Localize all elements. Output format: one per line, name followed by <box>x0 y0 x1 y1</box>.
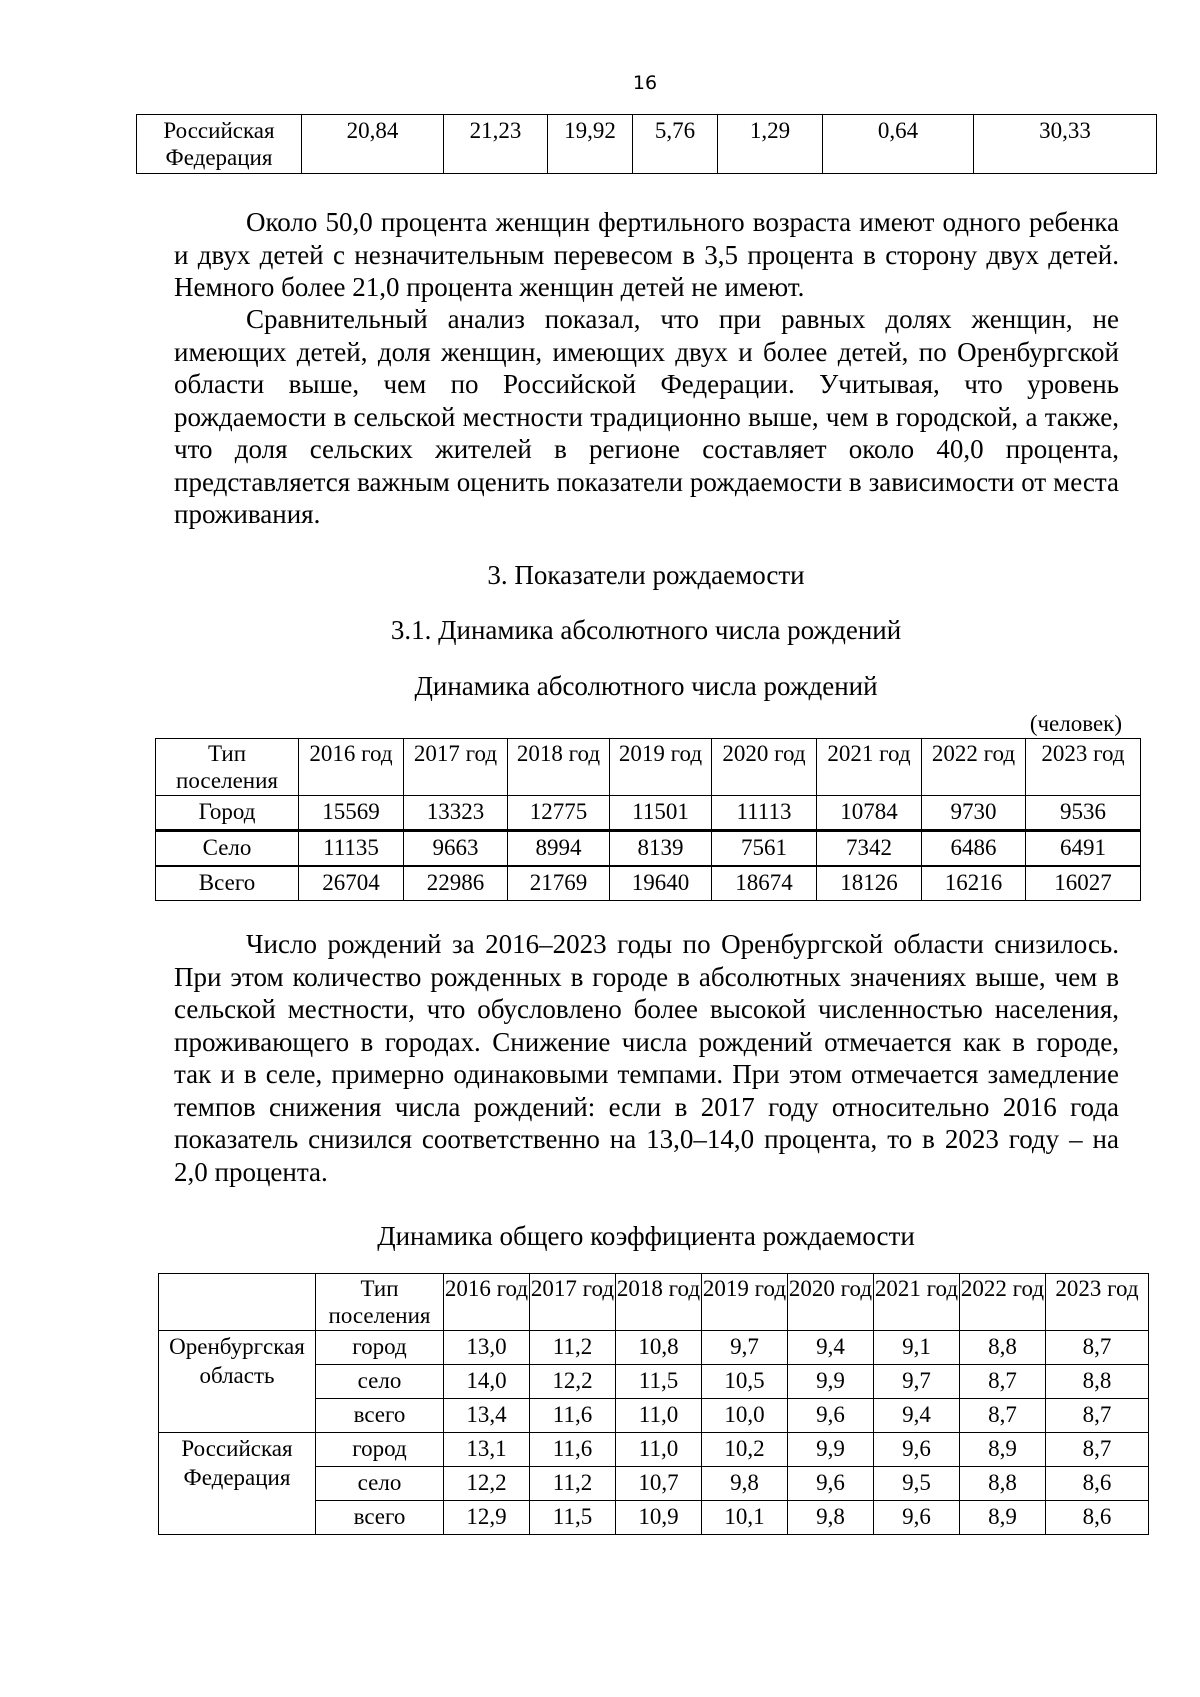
value-cell: 10784 <box>817 796 922 831</box>
header-cell: 2023 год <box>1026 739 1141 796</box>
table-row <box>159 1331 1149 1365</box>
value-cell: 9,9 <box>788 1433 874 1467</box>
value-cell: 11,6 <box>530 1399 616 1433</box>
value-cell: 13,1 <box>444 1433 530 1467</box>
value-cell: 8,9 <box>960 1501 1046 1535</box>
value-cell: 11,5 <box>530 1501 616 1535</box>
birth-rate-table <box>158 1273 1149 1535</box>
value-cell: 10,7 <box>616 1467 702 1501</box>
value-cell: 10,1 <box>702 1501 788 1535</box>
header-cell: 2020 год <box>788 1274 874 1331</box>
value-cell: 8,8 <box>960 1467 1046 1501</box>
value-cell: 11,2 <box>530 1331 616 1365</box>
value-cell: 9,6 <box>788 1399 874 1433</box>
header-cell: 2017 год <box>530 1274 616 1331</box>
value-cell: 13,4 <box>444 1399 530 1433</box>
row-label: Село <box>156 831 299 867</box>
value-cell: 9,7 <box>702 1331 788 1365</box>
value-cell: 11113 <box>712 796 817 831</box>
table1-title: Динамика абсолютного числа рождений <box>414 671 878 701</box>
value-cell: 10,8 <box>616 1331 702 1365</box>
value-cell: 8,8 <box>960 1331 1046 1365</box>
header-cell: 2016 год <box>444 1274 530 1331</box>
value-cell: 13323 <box>404 796 508 831</box>
type-cell: город <box>316 1331 444 1365</box>
value-cell: 8,7 <box>960 1365 1046 1399</box>
table2-title: Динамика общего коэффициента рождаемости <box>377 1221 915 1251</box>
value-cell: 8,7 <box>960 1399 1046 1433</box>
value-cell: 15569 <box>299 796 404 831</box>
value-cell: 7561 <box>712 831 817 867</box>
value-cell: 8,6 <box>1046 1467 1149 1501</box>
value-cell: 11501 <box>610 796 712 831</box>
value-cell: 11,2 <box>530 1467 616 1501</box>
value-cell: 9663 <box>404 831 508 867</box>
paragraph-2: Сравнительный анализ показал, что при равных долях женщин, не имеющих детей, доля женщин, имеющих двух и более детей, по Оренбургской области выше, чем по Российской Федерации. Учитывая, что уровень рождаемости в сельской местности традиционно выше, чем в городской, а также, что доля сельских жителей в регионе составляет около 40,0 процента, представляется важным оценить показатели рождаемости в зависимости от места проживания. <box>174 304 1119 529</box>
row-label: Город <box>156 796 299 831</box>
table-header-row <box>159 1274 1149 1331</box>
header-cell: Тип поселения <box>156 739 299 796</box>
value-cell: 30,33 <box>974 115 1157 174</box>
header-cell: 2019 год <box>702 1274 788 1331</box>
value-cell: 1,29 <box>718 115 823 174</box>
region-cell: Оренбургская область <box>159 1331 316 1433</box>
value-cell: 13,0 <box>444 1331 530 1365</box>
value-cell: 9730 <box>922 796 1026 831</box>
value-cell: 21769 <box>508 866 610 901</box>
value-cell: 8,8 <box>1046 1365 1149 1399</box>
type-cell: село <box>316 1365 444 1399</box>
value-cell: 8994 <box>508 831 610 867</box>
table-row <box>137 115 1157 174</box>
header-cell: 2017 год <box>404 739 508 796</box>
value-cell: 0,64 <box>823 115 974 174</box>
value-cell: 11,0 <box>616 1433 702 1467</box>
value-cell: 11,5 <box>616 1365 702 1399</box>
value-cell: 10,2 <box>702 1433 788 1467</box>
header-cell: 2023 год <box>1046 1274 1149 1331</box>
table-row <box>159 1433 1149 1467</box>
value-cell: 9,5 <box>874 1467 960 1501</box>
value-cell: 18674 <box>712 866 817 901</box>
value-cell: 18126 <box>817 866 922 901</box>
header-cell: 2022 год <box>960 1274 1046 1331</box>
value-cell: 10,9 <box>616 1501 702 1535</box>
value-cell: 6486 <box>922 831 1026 867</box>
value-cell: 9,1 <box>874 1331 960 1365</box>
header-cell: 2022 год <box>922 739 1026 796</box>
header-cell: 2021 год <box>817 739 922 796</box>
value-cell: 9,6 <box>788 1467 874 1501</box>
region-cell: Российская Федерация <box>137 115 302 174</box>
header-cell: 2018 год <box>616 1274 702 1331</box>
value-cell: 5,76 <box>633 115 718 174</box>
value-cell: 10,0 <box>702 1399 788 1433</box>
value-cell: 12,9 <box>444 1501 530 1535</box>
value-cell: 14,0 <box>444 1365 530 1399</box>
value-cell: 20,84 <box>302 115 444 174</box>
value-cell: 9,6 <box>874 1433 960 1467</box>
type-cell: всего <box>316 1399 444 1433</box>
value-cell: 8,9 <box>960 1433 1046 1467</box>
value-cell: 8,7 <box>1046 1399 1149 1433</box>
table1-units: (человек) <box>1029 711 1122 736</box>
table-top-fragment <box>136 114 1157 174</box>
value-cell: 8,6 <box>1046 1501 1149 1535</box>
value-cell: 7342 <box>817 831 922 867</box>
value-cell: 9,4 <box>788 1331 874 1365</box>
value-cell: 9536 <box>1026 796 1141 831</box>
value-cell: 8139 <box>610 831 712 867</box>
header-cell: 2016 год <box>299 739 404 796</box>
table-row <box>156 831 1141 867</box>
value-cell: 16216 <box>922 866 1026 901</box>
value-cell: 16027 <box>1026 866 1141 901</box>
value-cell: 11,0 <box>616 1399 702 1433</box>
value-cell: 9,6 <box>874 1501 960 1535</box>
value-cell: 26704 <box>299 866 404 901</box>
value-cell: 12775 <box>508 796 610 831</box>
table-header-row <box>156 739 1141 796</box>
page-number: 16 <box>632 72 658 94</box>
header-cell: 2021 год <box>874 1274 960 1331</box>
value-cell: 21,23 <box>444 115 548 174</box>
value-cell: 9,9 <box>788 1365 874 1399</box>
value-cell: 12,2 <box>530 1365 616 1399</box>
value-cell: 9,4 <box>874 1399 960 1433</box>
type-cell: село <box>316 1467 444 1501</box>
section-heading: 3. Показатели рождаемости <box>487 560 805 590</box>
value-cell: 12,2 <box>444 1467 530 1501</box>
value-cell: 9,8 <box>788 1501 874 1535</box>
header-cell: Тип поселения <box>316 1274 444 1331</box>
value-cell: 10,5 <box>702 1365 788 1399</box>
subsection-heading: 3.1. Динамика абсолютного числа рождений <box>390 615 902 645</box>
value-cell: 19640 <box>610 866 712 901</box>
value-cell: 22986 <box>404 866 508 901</box>
table-row <box>156 796 1141 831</box>
type-cell: город <box>316 1433 444 1467</box>
value-cell: 9,7 <box>874 1365 960 1399</box>
header-cell: 2019 год <box>610 739 712 796</box>
type-cell: всего <box>316 1501 444 1535</box>
paragraph-3: Число рождений за 2016–2023 годы по Оренбургской области снизилось. При этом количество рожденных в городе в абсолютных значениях выше, чем в сельской местности, что обусловлено более высокой численностью населения, проживающего в городах. Снижение числа рождений отмечается как в городе, так и в селе, примерно одинаковыми темпами. При этом отмечается замедление темпов снижения числа рождений: если в 2017 году относительно 2016 года показатель снизился соответственно на 13,0–14,0 процента, то в 2023 году – на 2,0 процента. <box>174 929 1119 1187</box>
header-cell: 2018 год <box>508 739 610 796</box>
value-cell: 11,6 <box>530 1433 616 1467</box>
births-table <box>155 738 1141 901</box>
value-cell: 19,92 <box>548 115 633 174</box>
header-cell: 2020 год <box>712 739 817 796</box>
value-cell: 8,7 <box>1046 1331 1149 1365</box>
row-label: Всего <box>156 866 299 901</box>
paragraph-1: Около 50,0 процента женщин фертильного возраста имеют одного ребенка и двух детей с незначительным перевесом в 3,5 процента в сторону двух детей. Немного более 21,0 процента женщин детей не имеют. <box>174 207 1119 302</box>
header-cell-empty <box>159 1274 316 1331</box>
value-cell: 9,8 <box>702 1467 788 1501</box>
value-cell: 11135 <box>299 831 404 867</box>
table-row <box>156 866 1141 901</box>
value-cell: 6491 <box>1026 831 1141 867</box>
region-cell: Российская Федерация <box>159 1433 316 1535</box>
value-cell: 8,7 <box>1046 1433 1149 1467</box>
